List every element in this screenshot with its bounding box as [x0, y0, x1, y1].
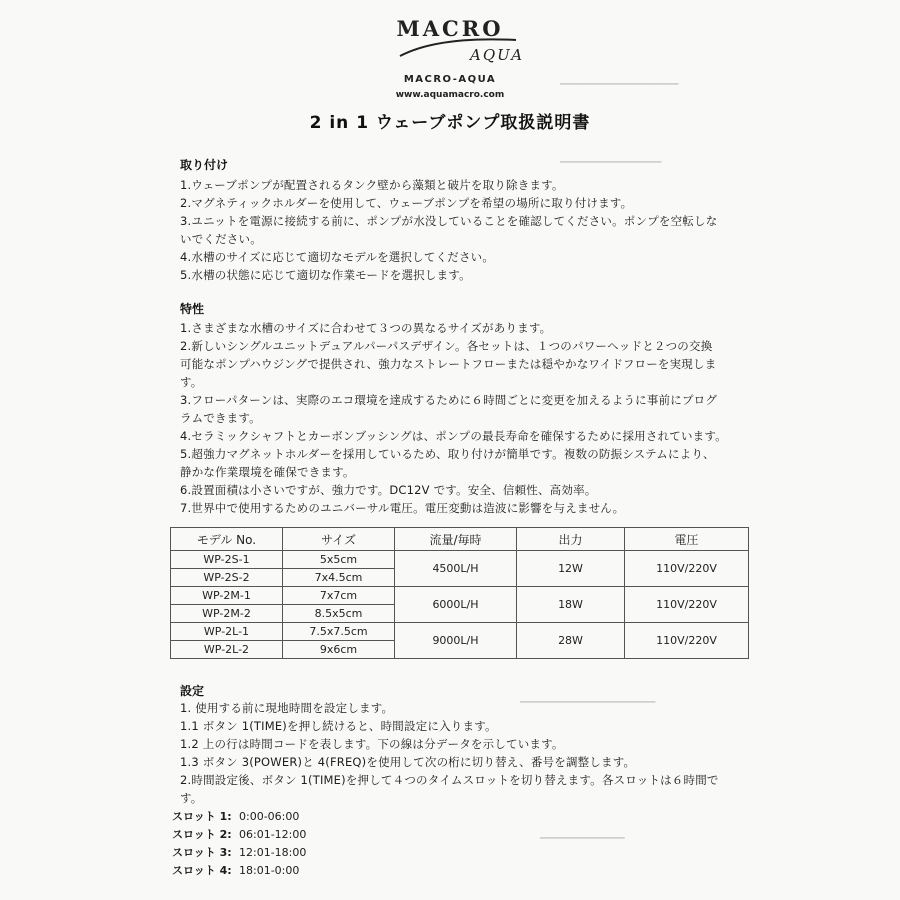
logo-text-aqua: AQUA: [470, 46, 525, 64]
slot-label: スロット 4:: [172, 864, 232, 877]
time-slot-row: [172, 862, 299, 878]
feature-line: 可能なポンプハウジングで提供され、強力なストレートフローまたは穏やかなワイドフローを実現しま: [180, 357, 717, 371]
model-cell: WP-2M-1: [171, 587, 283, 605]
table-row: [171, 623, 749, 641]
feature-line: 7.世界中で使用するためのユニバーサル電圧。電圧変動は造波に影響を与えません。: [180, 501, 625, 515]
settings-line: 2.時間設定後、ボタン 1(TIME)を押して４つのタイムスロットを切り替えます。各スロットは６時間で: [180, 773, 719, 787]
time-slot-row: [172, 844, 306, 860]
settings-line: 1.1 ボタン 1(TIME)を押し続けると、時間設定に入ります。: [180, 719, 497, 733]
install-line: 4.水槽のサイズに応じて適切なモデルを選択してください。: [180, 250, 495, 264]
header-power: 出力: [517, 528, 625, 551]
model-cell: WP-2M-2: [171, 605, 283, 623]
section-heading-install: 取り付け: [180, 158, 229, 172]
voltage-cell: 110V/220V: [625, 551, 749, 587]
time-slot-row: [172, 826, 306, 842]
slot-time: 06:01-12:00: [239, 828, 307, 841]
bleed-through-text: ▁▁▁▁▁▁▁▁▁▁▁▁: [560, 150, 662, 163]
section-heading-features: 特性: [180, 302, 205, 316]
model-cell: WP-2S-1: [171, 551, 283, 569]
slot-label: スロット 1:: [172, 810, 232, 823]
size-cell: 7x4.5cm: [283, 569, 395, 587]
install-line: 2.マグネティックホルダーを使用して、ウェーブポンプを希望の場所に取り付けます。: [180, 196, 633, 210]
size-cell: 7.5x7.5cm: [283, 623, 395, 641]
install-line: 5.水槽の状態に応じて適切な作業モードを選択します。: [180, 268, 471, 282]
power-cell: 28W: [517, 623, 625, 659]
feature-line: 2.新しいシングルユニットデュアルパーパスデザイン。各セットは、１つのパワーヘッドと２つの交換: [180, 339, 713, 353]
feature-line: す。: [180, 375, 203, 389]
slot-label: スロット 2:: [172, 828, 232, 841]
power-cell: 18W: [517, 587, 625, 623]
settings-line: 1. 使用する前に現地時間を設定します。: [180, 701, 394, 715]
install-line: 3.ユニットを電源に接続する前に、ポンプが水没していることを確認してください。ポンプを空転しな: [180, 214, 718, 228]
brand-url: www.aquamacro.com: [395, 90, 505, 100]
time-slot-row: [172, 808, 299, 824]
header-flow: 流量/毎時: [395, 528, 517, 551]
slot-time: 12:01-18:00: [239, 846, 307, 859]
size-cell: 8.5x5cm: [283, 605, 395, 623]
header-model: モデル No.: [171, 528, 283, 551]
bleed-through-text: ▁▁▁▁▁▁▁▁▁▁▁▁▁▁▁▁: [520, 690, 656, 703]
install-line: いでください。: [180, 232, 262, 246]
table-row: [171, 551, 749, 569]
slot-time: 18:01-0:00: [239, 864, 300, 877]
feature-line: 5.超強力マグネットホルダーを採用しているため、取り付けが簡単です。複数の防振システムにより、: [180, 447, 715, 461]
power-cell: 12W: [517, 551, 625, 587]
model-cell: WP-2S-2: [171, 569, 283, 587]
settings-line: す。: [180, 791, 203, 805]
logo-text-macro: MACRO: [396, 16, 504, 41]
header-size: サイズ: [283, 528, 395, 551]
model-cell: WP-2L-1: [171, 623, 283, 641]
flow-cell: 9000L/H: [395, 623, 517, 659]
brand-name: MACRO-AQUA: [403, 74, 497, 85]
feature-line: 1.さまざまな水槽のサイズに合わせて３つの異なるサイズがあります。: [180, 321, 552, 335]
slot-time: 0:00-06:00: [239, 810, 300, 823]
size-cell: 9x6cm: [283, 641, 395, 659]
install-line: 1.ウェーブポンプが配置されるタンク壁から藻類と破片を取り除きます。: [180, 178, 564, 192]
feature-line: 4.セラミックシャフトとカーボンブッシングは、ポンプの最長寿命を確保するために採用されています。: [180, 429, 727, 443]
voltage-cell: 110V/220V: [625, 587, 749, 623]
spec-table: [170, 527, 749, 659]
slot-label: スロット 3:: [172, 846, 232, 859]
flow-cell: 6000L/H: [395, 587, 517, 623]
feature-line: 3.フローパターンは、実際のエコ環境を達成するために６時間ごとに変更を加えるように事前にプログ: [180, 393, 718, 407]
bleed-through-text: ▁▁▁▁▁▁▁▁▁▁: [540, 826, 625, 839]
page-title: 2 in 1 ウェーブポンプ取扱説明書: [309, 113, 591, 133]
feature-line: 6.設置面積は小さいですが、強力です。DC12V です。安全、信頼性、高効率。: [180, 483, 597, 497]
settings-line: 1.3 ボタン 3(POWER)と 4(FREQ)を使用して次の桁に切り替え、番号を調整します。: [180, 755, 636, 769]
section-heading-settings: 設定: [180, 684, 205, 698]
table-header-row: [171, 528, 749, 551]
settings-line: 1.2 上の行は時間コードを表します。下の線は分データを示しています。: [180, 737, 564, 751]
feature-line: ラムできます。: [180, 411, 261, 425]
size-cell: 7x7cm: [283, 587, 395, 605]
model-cell: WP-2L-2: [171, 641, 283, 659]
voltage-cell: 110V/220V: [625, 623, 749, 659]
brand-logo: [0, 16, 900, 100]
size-cell: 5x5cm: [283, 551, 395, 569]
feature-line: 静かな作業環境を確保できます。: [180, 465, 355, 479]
header-voltage: 電圧: [625, 528, 749, 551]
bleed-through-text: ▁▁▁▁▁▁▁▁▁▁▁▁▁▁: [560, 72, 679, 85]
table-row: [171, 587, 749, 605]
flow-cell: 4500L/H: [395, 551, 517, 587]
